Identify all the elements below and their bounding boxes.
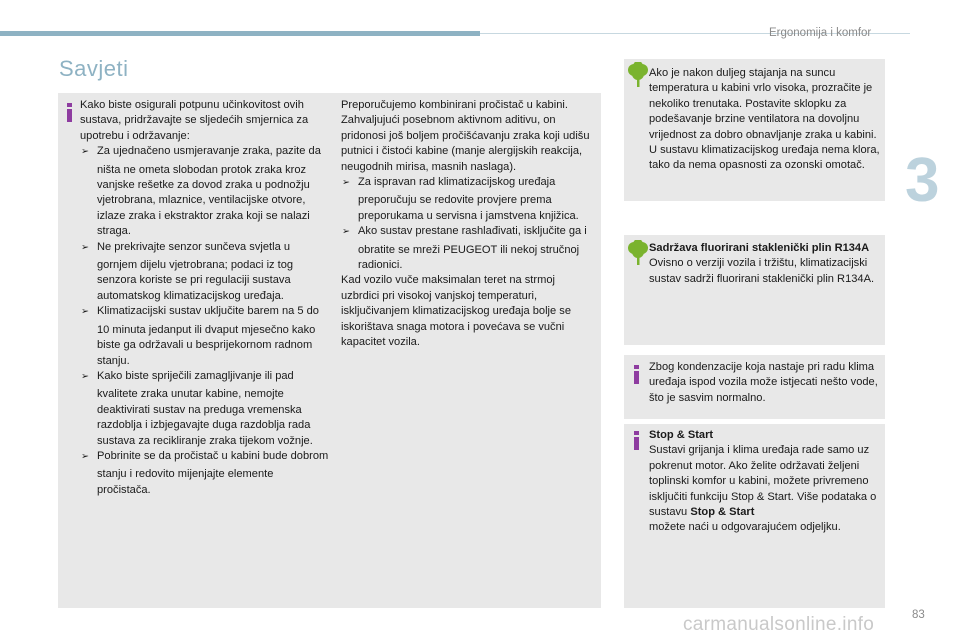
side-box-sun-text: Ako je nakon duljeg stajanja na suncu temperatura u kabini vrlo visoka, prozračite je nekoliko trenutaka. Postavite sklopku za podešavanje brzine ventilatora na dovoljnu vrijednost za dobro obnavljanje zraka u kabini. U sustavu klimatizacijskog uređaja nema klora, tako da nema opasnosti za ozonski omotač.: [649, 67, 880, 172]
watermark: carmanualsonline.info: [683, 614, 875, 635]
side-box-sun: [624, 59, 885, 201]
info-icon: [67, 103, 72, 118]
list-item: ➢ Kako biste spriječili zamagljivanje ili pad kvalitete zraka unutar kabine, nemojte deaktivirati sustav na preduga vremenska razdoblja i izbjegavajte duga razdoblja rada sustava za recikliranje zraka tijekom vožnje.: [81, 369, 313, 447]
side-box-condensation: [624, 355, 885, 419]
middle-intro: Preporučujemo kombinirani pročistač u kabini. Zahvaljujući posebnom aktivnom aditivu, on pridonosi još boljem pročišćavanju zraka koji udišu putnici i čistoći kabine (manje alergijskih reakcija, neugodnih mirisa, masnih naslaga).: [341, 99, 590, 173]
left-intro: Kako biste osigurali potpunu učinkovitost ovih sustava, pridržavajte se sljedećih smjernica za upotrebu i održavanje:: [80, 99, 309, 142]
left-column: [80, 98, 330, 498]
side-box-gas-title: Sadržava fluorirani staklenički plin R134A: [649, 242, 870, 254]
list-item: ➢ Klimatizacijski sustav uključite barem na 5 do 10 minuta jedanput ili dvaput mjesečno kako biste ga održavali u besprijekornom radnom stanju.: [81, 305, 319, 367]
tree-icon: [627, 62, 649, 88]
side-box-condensation-text: Zbog kondenzacije koja nastaje pri radu klima uređaja ispod vozila može istjecati nešto vode, što je sasvim normalno.: [649, 361, 878, 404]
section-header: Ergonomija i komfor: [769, 27, 872, 39]
arrow-right-icon: ➢: [81, 146, 89, 158]
middle-outro: Kad vozilo vuče maksimalan teret na strmoj uzbrdici pri visokoj vanjskoj temperaturi, isključivanjem klimatizacijskog uređaja bolje se iskorištava snaga motora i povećava se vučni kapacitet vozila.: [341, 274, 571, 349]
middle-column: [341, 98, 593, 351]
side-box-stop-start-text: [649, 428, 881, 536]
arrow-right-icon: ➢: [342, 226, 350, 238]
side-box-gas-body: Ovisno o verziji vozila i tržištu, klimatizacijski sustav sadrži fluorirani staklenički plin R134A.: [649, 257, 875, 285]
info-icon: [634, 365, 639, 380]
arrow-right-icon: ➢: [81, 450, 89, 462]
list-item: ➢ Za ispravan rad klimatizacijskog uređaja preporučuju se redovite provjere prema preporukama u servisna i jamstvena knjižica.: [342, 176, 579, 222]
arrow-right-icon: ➢: [81, 306, 89, 318]
page-number: 83: [912, 609, 925, 621]
list-item: ➢ Ako sustav prestane rashlađivati, isključite ga i obratite se mreži PEUGEOT ili nekoj stručnoj radionici.: [342, 225, 587, 272]
info-icon: [634, 431, 639, 446]
side-box-stop-start: [624, 424, 885, 608]
list-item: ➢ Za ujednačeno usmjeravanje zraka, pazite da ništa ne ometa slobodan protok zraka kroz vanjske rešetke za dovod zraka u podnožju vjetrobrana, mlaznice, ventilacijske otvore, izlaze zraka i ekstraktor zraka koji se nalazi straga.: [81, 145, 321, 238]
arrow-right-icon: ➢: [342, 177, 350, 189]
arrow-right-icon: ➢: [81, 370, 89, 382]
side-box-stop-start-title: Stop & Start: [649, 429, 714, 441]
side-box-gas: [624, 235, 885, 345]
header-accent-bar: [0, 31, 480, 36]
list-item: ➢ Pobrinite se da pročistač u kabini bude dobrom stanju i redovito mijenjajte elemente pročistača.: [81, 449, 329, 496]
list-item: ➢ Ne prekrivajte senzor sunčeva svjetla u gornjem dijelu vjetrobrana; podaci iz tog senzora koriste se pri regulaciji sustava automatskog klimatizacijskog uređaja.: [81, 240, 294, 302]
main-panel: [58, 93, 601, 608]
side-box-stop-start-body: Sustavi grijanja i klima uređaja rade samo uz pokrenut motor. Ako želite održavati željeni toplinski komfor u kabini, možete privremeno isključiti funkciju Stop & Start. Više podataka o sustavu Stop & Start možete naći u odgovarajućem odjeljku.: [649, 444, 877, 534]
page-title: Savjeti: [59, 56, 129, 81]
tree-icon: [627, 240, 649, 266]
chapter-number: 3: [905, 146, 940, 215]
arrow-right-icon: ➢: [81, 241, 89, 253]
side-box-gas-text: [649, 241, 881, 287]
